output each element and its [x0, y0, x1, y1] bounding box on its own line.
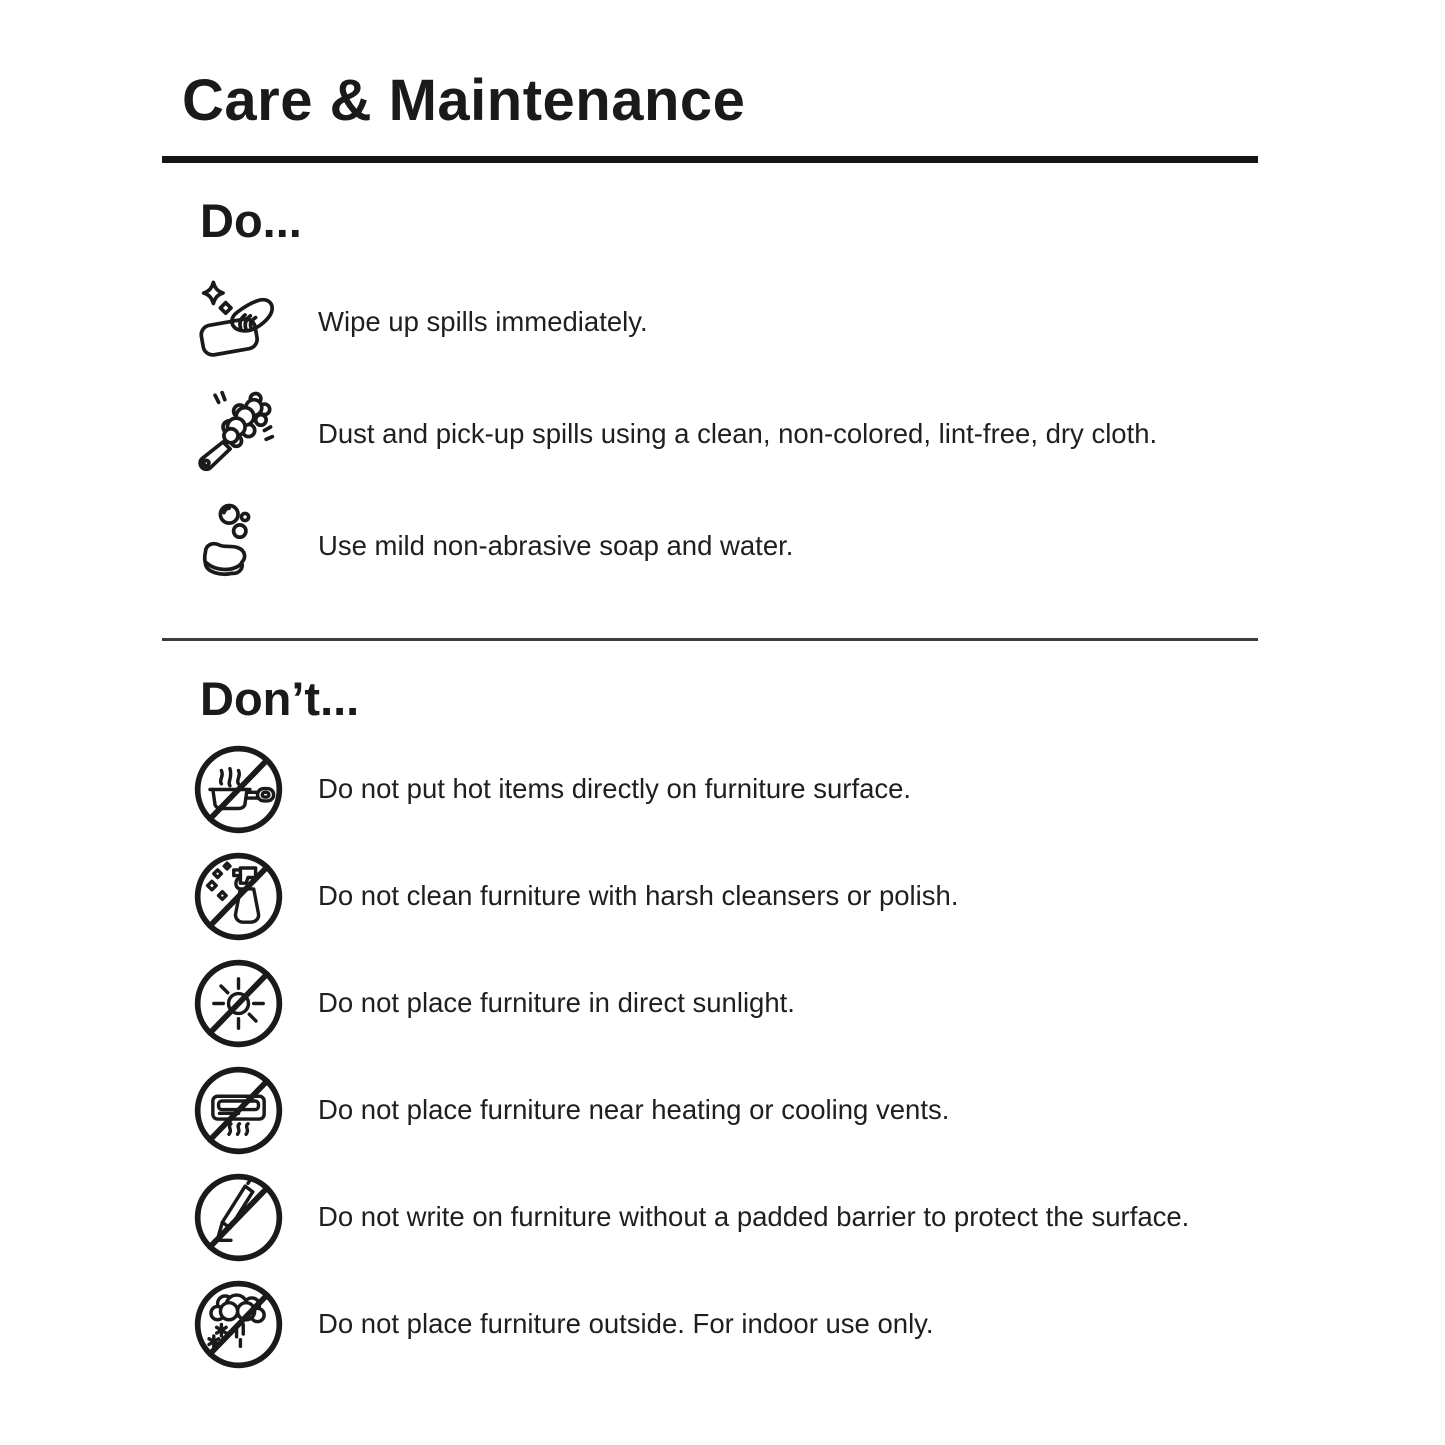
- do-section: [162, 194, 1258, 602]
- list-item: [162, 1057, 1258, 1164]
- wipe-spill-icon: [190, 278, 286, 366]
- dont-items-list: [162, 736, 1258, 1378]
- do-heading: Do...: [200, 194, 302, 247]
- dont-heading: Don’t...: [200, 672, 360, 725]
- list-item: [162, 378, 1258, 490]
- item-text: Do not clean furniture with harsh cleansers or polish.: [318, 880, 959, 912]
- list-item: [162, 736, 1258, 843]
- item-text: Do not write on furniture without a padded barrier to protect the surface.: [318, 1201, 1190, 1233]
- list-item: [162, 950, 1258, 1057]
- no-direct-sunlight-icon: [190, 956, 286, 1051]
- item-text: Do not place furniture in direct sunlight.: [318, 987, 795, 1019]
- item-text: Do not place furniture outside. For indoor use only.: [318, 1308, 934, 1340]
- item-text: Do not place furniture near heating or cooling vents.: [318, 1094, 950, 1126]
- no-writing-icon: [190, 1170, 286, 1265]
- item-text: Wipe up spills immediately.: [318, 305, 648, 337]
- no-harsh-cleansers-icon: [190, 849, 286, 944]
- title-rule: [162, 156, 1258, 163]
- feather-duster-icon: [190, 390, 286, 478]
- item-text: Do not put hot items directly on furniture surface.: [318, 773, 912, 805]
- list-item: [162, 1271, 1258, 1378]
- no-heating-vents-icon: [190, 1063, 286, 1158]
- list-item: [162, 843, 1258, 950]
- soap-suds-icon: [190, 502, 286, 590]
- list-item: [162, 490, 1258, 602]
- item-text: Use mild non-abrasive soap and water.: [318, 529, 794, 561]
- no-outdoor-use-icon: [190, 1277, 286, 1372]
- care-maintenance-page: [162, 0, 1258, 1378]
- section-divider: [162, 638, 1258, 641]
- list-item: [162, 266, 1258, 378]
- no-hot-items-icon: [190, 742, 286, 837]
- page-title: Care & Maintenance: [182, 68, 746, 133]
- dont-section: [162, 672, 1258, 1378]
- do-items-list: [162, 266, 1258, 602]
- item-text: Dust and pick-up spills using a clean, non-colored, lint-free, dry cloth.: [318, 417, 1158, 449]
- list-item: [162, 1164, 1258, 1271]
